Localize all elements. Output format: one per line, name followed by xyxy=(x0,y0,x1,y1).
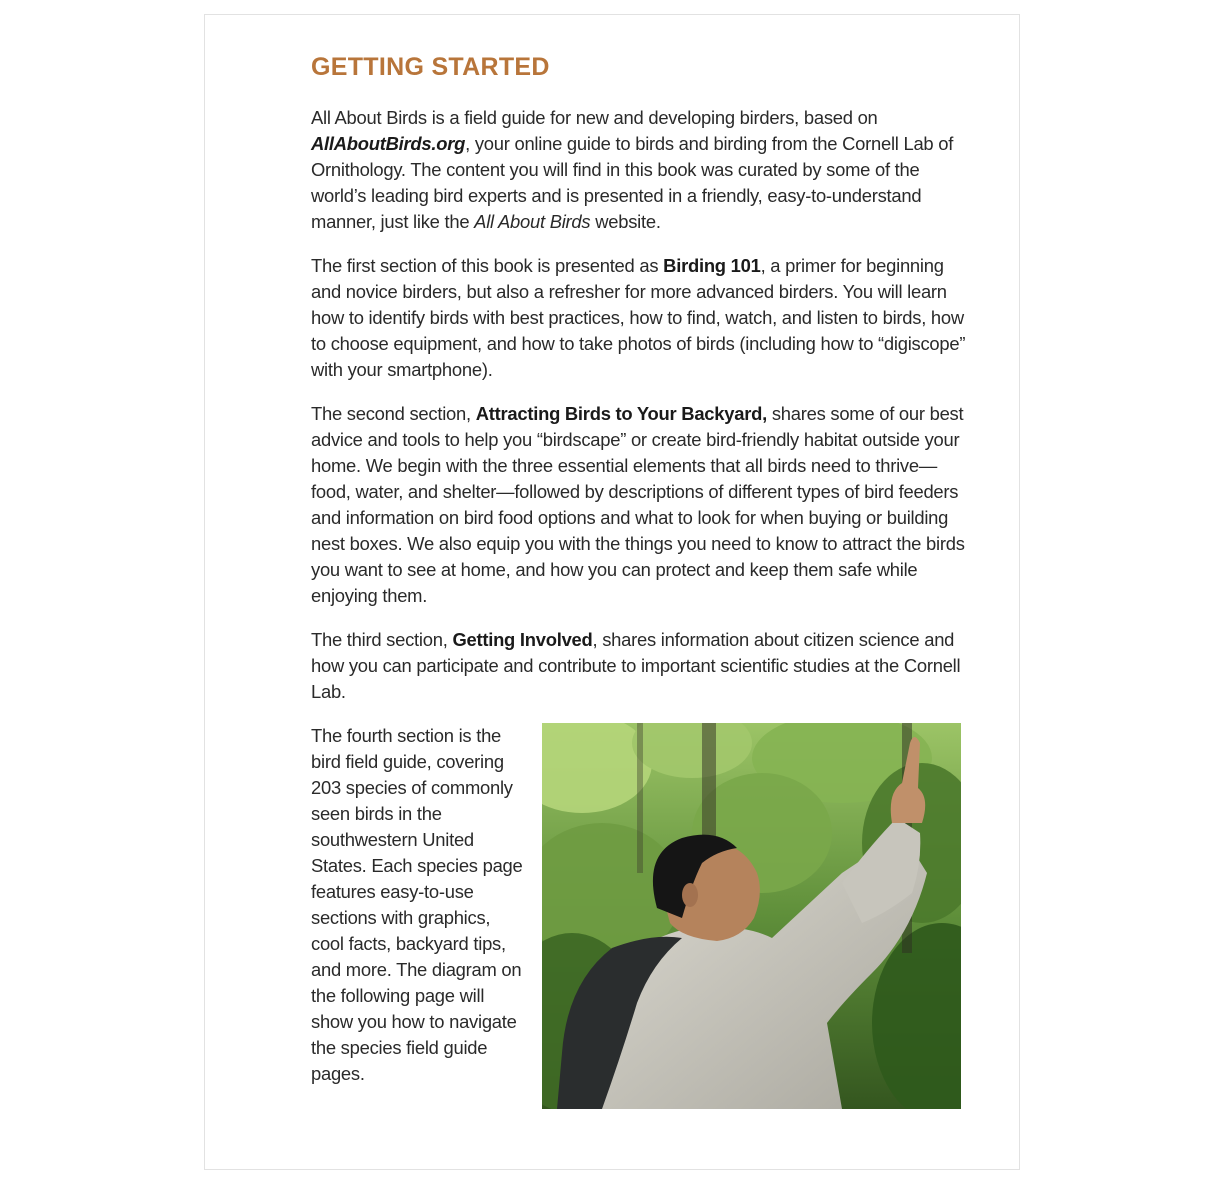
section-three-text-2: , shares information about citizen science and how you can participate and contribute to important scientific studies at the Cornell Lab. xyxy=(311,629,961,702)
section-three-paragraph xyxy=(311,627,966,705)
section-two-paragraph xyxy=(311,401,966,609)
section-three-text-1: The third section, xyxy=(311,629,453,650)
section-one-text-1: The first section of this book is presented as xyxy=(311,255,664,276)
website-name: AllAboutBirds.org xyxy=(311,133,466,154)
section-one-paragraph xyxy=(311,253,966,383)
section-one-title: Birding 101 xyxy=(663,255,761,276)
section-two-title: Attracting Birds to Your Backyard, xyxy=(475,403,767,424)
website-title: All About Birds xyxy=(474,211,591,232)
intro-text-2: , your online guide to birds and birding from the Cornell Lab of Ornithology. The content you will find in this book was curated by some of the world’s leading bird experts and is presented in a friendly, easy-to-understand manner, just like the xyxy=(311,133,954,232)
book-page xyxy=(204,14,1020,1170)
section-two-text-1: The second section, xyxy=(311,403,476,424)
section-two-text-2: shares some of our best advice and tools to help you “birdscape” or create bird-friendly habitat outside your home. We begin with the three essential elements that all birds need to thrive—food, water, and shelter—followed by descriptions of different types of bird feeders and information on bird food options and what to look for when buying or building nest boxes. We also equip you with the things you need to know to attract the birds you want to see at home, and how you can protect and keep them safe while enjoying them. xyxy=(311,403,965,606)
section-four-paragraph: The fourth section is the bird field guide, covering 203 species of commonly seen birds in the southwestern United States. Each species page features easy-to-use sections with graphics, cool facts, backyard tips, and more. The diagram on the following page will show you how to navigate the species field guide pages. xyxy=(311,725,523,1084)
page-title: GETTING STARTED xyxy=(311,53,550,81)
page-content xyxy=(311,51,966,1113)
birder-pointing-photo xyxy=(542,723,961,1109)
section-one-text-2: , a primer for beginning and novice birders, but also a refresher for more advanced birders. You will learn how to identify birds with best practices, how to find, watch, and listen to birds, how to choose equipment, and how to take photos of birds (including how to “digiscope” with your smartphone). xyxy=(311,255,966,380)
intro-text-1: All About Birds is a field guide for new and developing birders, based on xyxy=(311,107,878,128)
section-three-title: Getting Involved xyxy=(452,629,593,650)
intro-paragraph xyxy=(311,105,966,235)
bottom-section xyxy=(311,723,966,1113)
intro-text-3: website. xyxy=(590,211,661,232)
